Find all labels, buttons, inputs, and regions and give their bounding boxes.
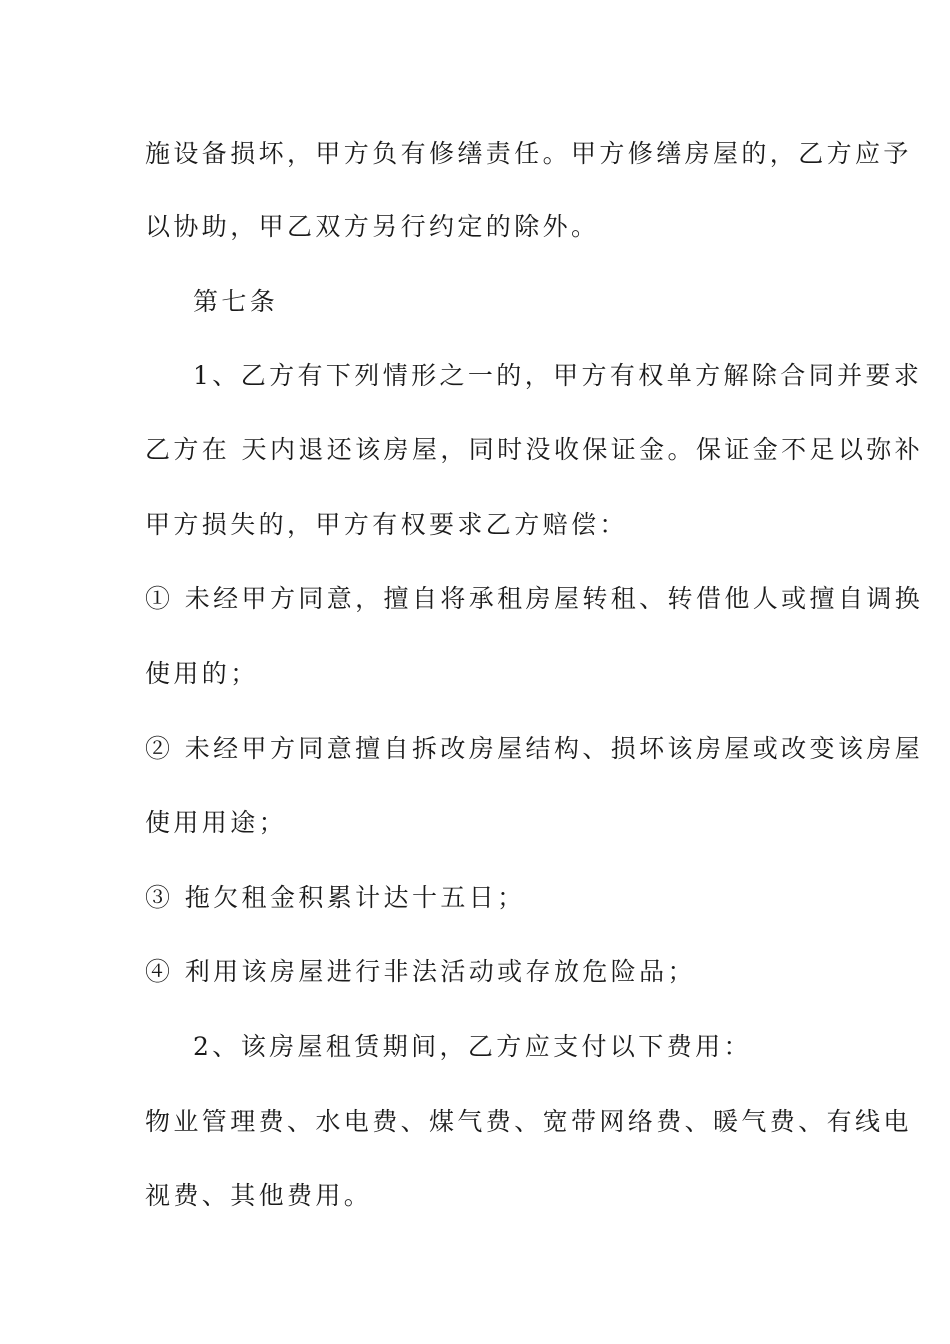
paragraph-line: 视费、其他费用。: [145, 1181, 373, 1210]
list-item: ② 未经甲方同意擅自拆改房屋结构、损坏该房屋或改变该房屋: [145, 734, 924, 763]
paragraph-line: 施设备损坏，甲方负有修缮责任。甲方修缮房屋的，乙方应予: [145, 139, 912, 168]
paragraph-line: 1、乙方有下列情形之一的，甲方有权单方解除合同并要求: [193, 361, 923, 390]
paragraph-line: 以协助，甲乙双方另行约定的除外。: [145, 212, 600, 241]
article-heading: 第七条: [193, 287, 279, 316]
paragraph-line: 2、该房屋租赁期间，乙方应支付以下费用：: [193, 1032, 752, 1061]
list-item-continuation: 使用用途；: [145, 808, 288, 837]
list-item: ③ 拖欠租金积累计达十五日；: [145, 883, 526, 912]
paragraph-line: 物业管理费、水电费、煤气费、宽带网络费、暖气费、有线电: [145, 1107, 912, 1136]
list-item: ① 未经甲方同意，擅自将承租房屋转租、转借他人或擅自调换: [145, 584, 924, 613]
list-item-continuation: 使用的；: [145, 659, 259, 688]
paragraph-line: 乙方在 天内退还该房屋，同时没收保证金。保证金不足以弥补: [145, 435, 924, 464]
paragraph-line: 甲方损失的，甲方有权要求乙方赔偿：: [145, 510, 628, 539]
list-item: ④ 利用该房屋进行非法活动或存放危险品；: [145, 957, 696, 986]
